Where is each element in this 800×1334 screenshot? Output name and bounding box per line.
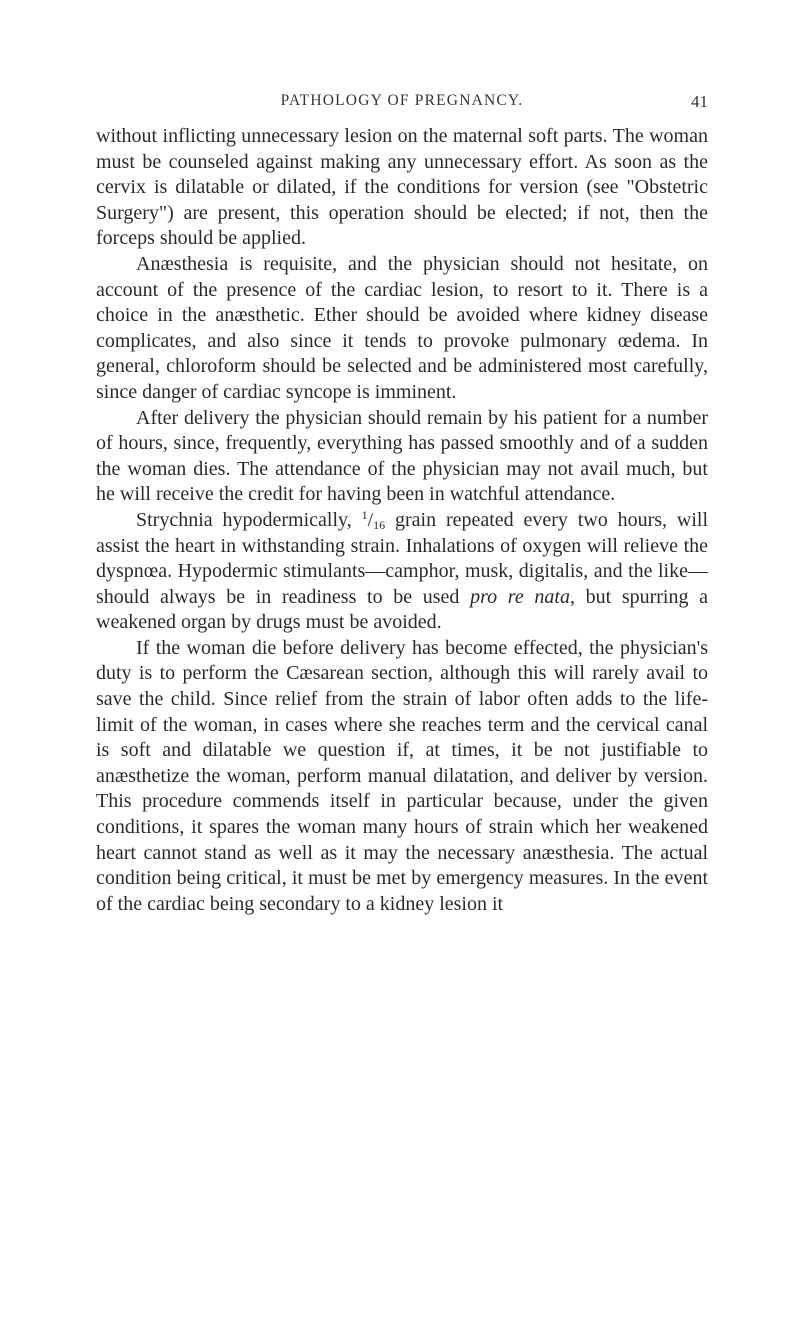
running-head — [96, 92, 708, 116]
paragraph-anaesthesia: Anæsthesia is requisite, and the physician should not hesitate, on account of the presence of the cardiac lesion, to resort to it. There is a choice in the anæsthetic. Ether should be avoided where kidney disease complicates, and also since it tends to provoke pulmonary œdema. In general, chloroform should be selected and be administered most carefully, since danger of cardiac syncope is imminent. — [96, 252, 708, 403]
page-number: 41 — [691, 92, 708, 111]
dose-fraction: $^1/_{16}$ — [361, 507, 386, 532]
strychnia-text-middle: grain repeated every two hours, will assist the heart in withstanding strain. Inhalations of oxygen will relieve the dyspnœa. Hypodermic stimulants—camphor, musk, digitalis, and the like—should always be in readiness to be used — [96, 508, 709, 608]
paragraph-caesarean: If the woman die before delivery has become effected, the physician's duty is to perform the Cæsarean section, although this will rarely avail to save the child. Since relief from the strain of labor often adds to the life-limit of the woman, in cases where she reaches term and the cervical canal is soft and dilatable we question if, at times, it be not justifiable to anæsthetize the woman, perform manual dilatation, and deliver by version. This procedure commends itself in particular because, under the given conditions, it spares the woman many hours of strain which her weakened heart cannot stand as well as it may the necessary anæsthesia. The actual condition being critical, it must be met by emergency measures. In the event of the cardiac being secondary to a kidney lesion it — [96, 636, 708, 915]
paragraph-after-delivery: After delivery the physician should remain by his patient for a number of hours, since, frequently, everything has passed smoothly and of a sudden the woman dies. The attendance of the physician may not avail much, but he will receive the credit for having been in watchful attendance. — [96, 406, 708, 506]
paragraph-strychnia — [96, 508, 708, 636]
body-text — [96, 124, 708, 917]
strychnia-text-after: , but spurring a weakened organ by drugs must be avoided. — [96, 585, 709, 634]
strychnia-text-before: Strychnia hypodermically, — [136, 508, 352, 531]
fraction-numerator: 1 — [361, 507, 368, 522]
paragraph-continuation: without inflicting unnecessary lesion on the maternal soft parts. The woman must be counseled against making any unnecessary effort. As soon as the cervix is dilatable or dilated, if the conditions for version (see "Obstetric Surgery") are present, this operation should be elected; if not, then the forceps should be applied. — [96, 125, 708, 250]
running-title: PATHOLOGY OF PREGNANCY. — [280, 92, 524, 109]
fraction-denominator: 16 — [373, 517, 386, 532]
latin-phrase: pro re nata — [470, 585, 570, 608]
